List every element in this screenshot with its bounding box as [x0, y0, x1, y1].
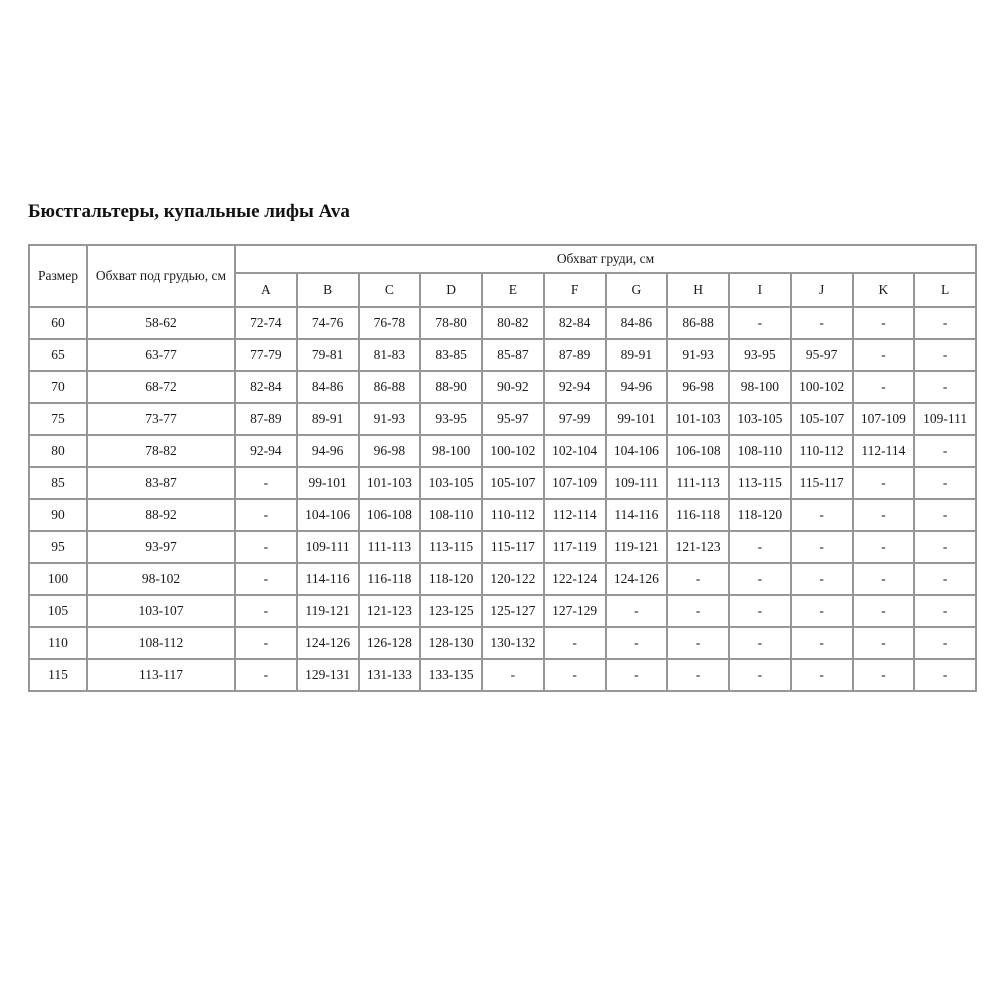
size-cell: 95	[29, 531, 87, 563]
cup-cell: 94-96	[297, 435, 359, 467]
underbust-column-header: Обхват под грудью, см	[87, 245, 235, 307]
cup-cell: 117-119	[544, 531, 606, 563]
cup-cell: 109-111	[297, 531, 359, 563]
cup-cell: -	[235, 659, 297, 691]
cup-cell: 77-79	[235, 339, 297, 371]
cup-cell: -	[914, 531, 976, 563]
cup-cell: 122-124	[544, 563, 606, 595]
cup-cell: 123-125	[420, 595, 482, 627]
cup-cell: -	[914, 467, 976, 499]
cup-cell: -	[914, 595, 976, 627]
table-row	[29, 499, 976, 531]
table-row	[29, 531, 976, 563]
cup-column-header: E	[482, 273, 544, 307]
cup-cell: 98-100	[729, 371, 791, 403]
cup-column-header: J	[791, 273, 853, 307]
cup-cell: -	[482, 659, 544, 691]
cup-cell: -	[235, 467, 297, 499]
underbust-cell: 68-72	[87, 371, 235, 403]
cup-cell: 110-112	[482, 499, 544, 531]
underbust-cell: 78-82	[87, 435, 235, 467]
cup-column-header: B	[297, 273, 359, 307]
cup-cell: -	[853, 467, 915, 499]
table-row	[29, 339, 976, 371]
cup-cell: -	[791, 563, 853, 595]
size-cell: 70	[29, 371, 87, 403]
cup-cell: -	[235, 499, 297, 531]
cup-cell: 112-114	[544, 499, 606, 531]
cup-cell: 121-123	[359, 595, 421, 627]
cup-cell: -	[791, 595, 853, 627]
underbust-cell: 73-77	[87, 403, 235, 435]
cup-cell: -	[853, 499, 915, 531]
cup-cell: 102-104	[544, 435, 606, 467]
cup-cell: -	[914, 659, 976, 691]
cup-cell: 99-101	[606, 403, 668, 435]
cup-cell: -	[544, 627, 606, 659]
cup-cell: 116-118	[667, 499, 729, 531]
cup-cell: 76-78	[359, 307, 421, 339]
cup-cell: 99-101	[297, 467, 359, 499]
cup-cell: 128-130	[420, 627, 482, 659]
table-row	[29, 659, 976, 691]
cup-cell: 126-128	[359, 627, 421, 659]
cup-cell: 107-109	[544, 467, 606, 499]
table-row	[29, 627, 976, 659]
cup-column-header: H	[667, 273, 729, 307]
cup-cell: 109-111	[914, 403, 976, 435]
cup-cell: 86-88	[667, 307, 729, 339]
cup-cell: 79-81	[297, 339, 359, 371]
cup-cell: 105-107	[482, 467, 544, 499]
cup-cell: 108-110	[729, 435, 791, 467]
cup-cell: -	[914, 371, 976, 403]
cup-cell: 127-129	[544, 595, 606, 627]
cup-column-header: D	[420, 273, 482, 307]
cup-cell: 101-103	[667, 403, 729, 435]
cup-cell: 87-89	[235, 403, 297, 435]
cup-cell: -	[853, 531, 915, 563]
table-row	[29, 467, 976, 499]
cup-cell: -	[667, 595, 729, 627]
cup-cell: -	[914, 499, 976, 531]
cup-cell: -	[235, 595, 297, 627]
bust-group-header: Обхват груди, см	[235, 245, 976, 273]
cup-cell: -	[791, 307, 853, 339]
size-cell: 100	[29, 563, 87, 595]
cup-cell: 129-131	[297, 659, 359, 691]
cup-cell: 113-115	[729, 467, 791, 499]
cup-cell: 92-94	[235, 435, 297, 467]
cup-cell: -	[853, 627, 915, 659]
cup-cell: -	[729, 307, 791, 339]
cup-cell: 103-105	[420, 467, 482, 499]
cup-cell: 96-98	[359, 435, 421, 467]
cup-cell: 100-102	[482, 435, 544, 467]
cup-cell: 82-84	[235, 371, 297, 403]
size-cell: 90	[29, 499, 87, 531]
cup-cell: 85-87	[482, 339, 544, 371]
cup-cell: -	[853, 339, 915, 371]
cup-cell: 84-86	[606, 307, 668, 339]
cup-cell: 104-106	[297, 499, 359, 531]
cup-cell: -	[235, 627, 297, 659]
cup-cell: 88-90	[420, 371, 482, 403]
table-row	[29, 595, 976, 627]
cup-column-header: C	[359, 273, 421, 307]
cup-cell: 131-133	[359, 659, 421, 691]
size-cell: 115	[29, 659, 87, 691]
cup-column-header: A	[235, 273, 297, 307]
cup-column-header: K	[853, 273, 915, 307]
table-row	[29, 403, 976, 435]
cup-cell: -	[791, 627, 853, 659]
cup-cell: -	[667, 563, 729, 595]
cup-cell: 111-113	[359, 531, 421, 563]
cup-cell: 95-97	[791, 339, 853, 371]
cup-cell: 84-86	[297, 371, 359, 403]
cup-cell: -	[791, 659, 853, 691]
cup-cell: 95-97	[482, 403, 544, 435]
cup-cell: 83-85	[420, 339, 482, 371]
cup-cell: 72-74	[235, 307, 297, 339]
size-cell: 65	[29, 339, 87, 371]
cup-cell: -	[667, 659, 729, 691]
cup-cell: 113-115	[420, 531, 482, 563]
cup-cell: -	[914, 307, 976, 339]
cup-cell: -	[729, 531, 791, 563]
underbust-cell: 103-107	[87, 595, 235, 627]
cup-cell: 133-135	[420, 659, 482, 691]
cup-cell: 119-121	[606, 531, 668, 563]
cup-cell: 114-116	[297, 563, 359, 595]
cup-cell: -	[791, 499, 853, 531]
cup-cell: 106-108	[667, 435, 729, 467]
cup-cell: 106-108	[359, 499, 421, 531]
size-column-header: Размер	[29, 245, 87, 307]
cup-cell: 118-120	[420, 563, 482, 595]
underbust-cell: 58-62	[87, 307, 235, 339]
underbust-cell: 88-92	[87, 499, 235, 531]
cup-cell: 108-110	[420, 499, 482, 531]
cup-cell: -	[914, 627, 976, 659]
underbust-cell: 98-102	[87, 563, 235, 595]
cup-cell: -	[853, 307, 915, 339]
cup-cell: 93-95	[729, 339, 791, 371]
size-cell: 85	[29, 467, 87, 499]
cup-cell: 105-107	[791, 403, 853, 435]
cup-cell: 94-96	[606, 371, 668, 403]
header-row-top	[29, 245, 976, 273]
cup-cell: -	[667, 627, 729, 659]
size-chart-table	[28, 244, 977, 692]
cup-cell: 121-123	[667, 531, 729, 563]
cup-cell: 101-103	[359, 467, 421, 499]
cup-cell: -	[729, 563, 791, 595]
cup-cell: 91-93	[359, 403, 421, 435]
cup-cell: 87-89	[544, 339, 606, 371]
cup-cell: 104-106	[606, 435, 668, 467]
cup-cell: 116-118	[359, 563, 421, 595]
size-table-body	[29, 307, 976, 691]
page-title: Бюстгальтеры, купальные лифы Ava	[28, 201, 350, 222]
cup-cell: 90-92	[482, 371, 544, 403]
cup-cell: 82-84	[544, 307, 606, 339]
table-row	[29, 371, 976, 403]
underbust-cell: 83-87	[87, 467, 235, 499]
cup-cell: 112-114	[853, 435, 915, 467]
cup-cell: 107-109	[853, 403, 915, 435]
cup-cell: 115-117	[482, 531, 544, 563]
cup-cell: -	[235, 563, 297, 595]
cup-cell: -	[544, 659, 606, 691]
cup-cell: -	[729, 595, 791, 627]
cup-column-header: F	[544, 273, 606, 307]
table-row	[29, 563, 976, 595]
cup-cell: -	[606, 659, 668, 691]
cup-cell: 103-105	[729, 403, 791, 435]
size-cell: 75	[29, 403, 87, 435]
cup-cell: 115-117	[791, 467, 853, 499]
cup-cell: 98-100	[420, 435, 482, 467]
cup-cell: 97-99	[544, 403, 606, 435]
cup-cell: 110-112	[791, 435, 853, 467]
size-table-head	[29, 245, 976, 307]
cup-cell: 89-91	[297, 403, 359, 435]
cup-cell: -	[606, 595, 668, 627]
cup-column-header: I	[729, 273, 791, 307]
cup-cell: -	[914, 435, 976, 467]
cup-cell: 109-111	[606, 467, 668, 499]
cup-cell: -	[853, 371, 915, 403]
cup-cell: 124-126	[606, 563, 668, 595]
cup-cell: 89-91	[606, 339, 668, 371]
cup-cell: 125-127	[482, 595, 544, 627]
cup-cell: 100-102	[791, 371, 853, 403]
cup-cell: 124-126	[297, 627, 359, 659]
table-row	[29, 307, 976, 339]
underbust-cell: 93-97	[87, 531, 235, 563]
size-cell: 105	[29, 595, 87, 627]
cup-cell: 114-116	[606, 499, 668, 531]
cup-cell: 92-94	[544, 371, 606, 403]
cup-cell: -	[914, 563, 976, 595]
size-cell: 80	[29, 435, 87, 467]
underbust-cell: 108-112	[87, 627, 235, 659]
size-cell: 60	[29, 307, 87, 339]
cup-cell: -	[729, 659, 791, 691]
cup-cell: -	[853, 563, 915, 595]
cup-cell: 120-122	[482, 563, 544, 595]
cup-cell: -	[235, 531, 297, 563]
cup-cell: 80-82	[482, 307, 544, 339]
cup-cell: 78-80	[420, 307, 482, 339]
table-row	[29, 435, 976, 467]
size-cell: 110	[29, 627, 87, 659]
cup-column-header: L	[914, 273, 976, 307]
cup-cell: -	[914, 339, 976, 371]
cup-cell: 86-88	[359, 371, 421, 403]
cup-cell: -	[853, 595, 915, 627]
cup-cell: -	[606, 627, 668, 659]
cup-cell: -	[729, 627, 791, 659]
cup-cell: 74-76	[297, 307, 359, 339]
cup-cell: 118-120	[729, 499, 791, 531]
cup-cell: 111-113	[667, 467, 729, 499]
cup-cell: 119-121	[297, 595, 359, 627]
cup-cell: -	[853, 659, 915, 691]
cup-cell: 93-95	[420, 403, 482, 435]
cup-cell: 91-93	[667, 339, 729, 371]
underbust-cell: 113-117	[87, 659, 235, 691]
cup-cell: 130-132	[482, 627, 544, 659]
cup-cell: 81-83	[359, 339, 421, 371]
cup-cell: 96-98	[667, 371, 729, 403]
underbust-cell: 63-77	[87, 339, 235, 371]
cup-cell: -	[791, 531, 853, 563]
cup-column-header: G	[606, 273, 668, 307]
